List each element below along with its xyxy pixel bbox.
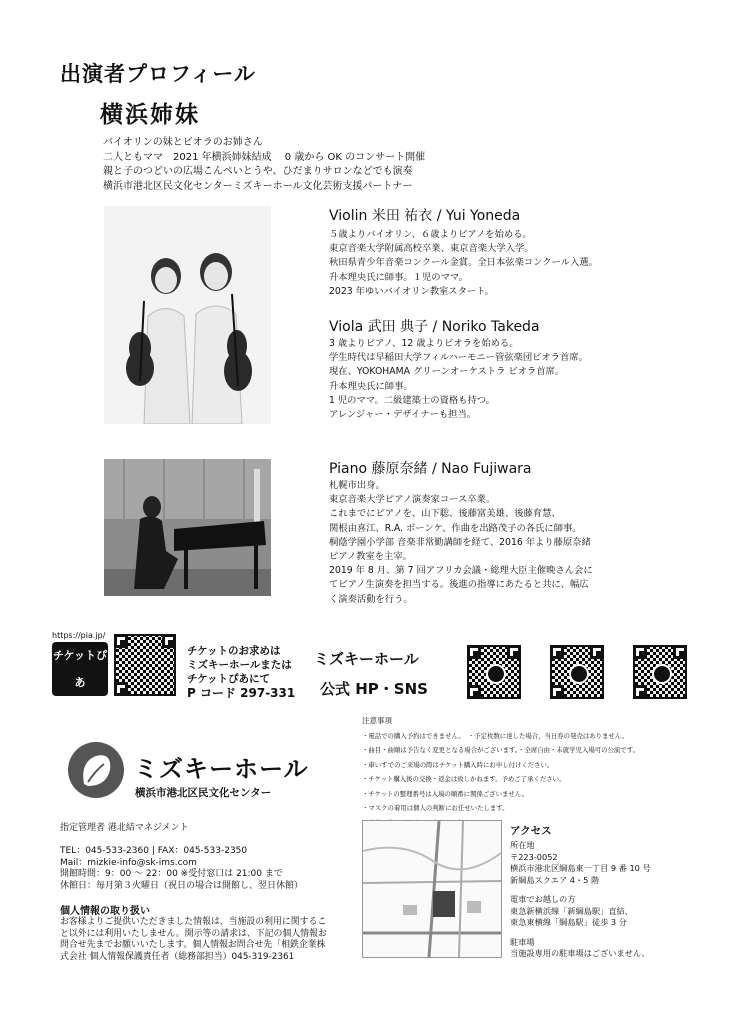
privacy-text [60, 917, 327, 963]
hp-qr-code[interactable] [467, 645, 521, 699]
access-line: 電車でお越しの方 [510, 894, 576, 904]
intro-line: バイオリンの妹とビオラのお姉さん [103, 137, 263, 148]
globe-icon [486, 664, 506, 684]
profile-line: 学生時代は早稲田大学フィルハーモニー管弦楽団ビオラ首席。 [329, 352, 588, 364]
access-line: 横浜市港北区綱島東一丁目 9 番 10 号 [510, 863, 651, 873]
access-spacer [510, 929, 651, 937]
intro-line: 親と子のつどいの広場こんぺいとうや、ひだまりサロンなどでも演奏 [103, 166, 413, 177]
profile-line: 関根由喜江、R.A. ボーンケ、作曲を出路茂子の各氏に師事。 [329, 522, 582, 534]
group-name: 横浜姉妹 [100, 102, 200, 128]
profile-line: 1 児のママ。二級建築士の資格も持つ。 [329, 394, 495, 406]
contact-line: TEL：045-533-2360 | FAX：045-533-2350 [60, 846, 248, 856]
privacy-heading: 個人情報の取り扱い [60, 906, 150, 917]
viola-profile-body [329, 337, 588, 422]
profile-line: 札幌市出身。 [329, 480, 385, 491]
profile-line: 東京音楽大学附属高校卒業、東京音楽大学入学。 [329, 243, 534, 255]
access-line: 新綱島スクエア 4・5 階 [510, 874, 600, 885]
contact-line: 休館日：毎月第３火曜日（祝日の場合は開館し、翌日休館） [60, 880, 304, 891]
access-map [362, 820, 502, 958]
profile-line: アレンジャー・デザイナーも担当。 [329, 409, 477, 421]
leaf-logo-icon [66, 740, 126, 800]
official-sns-label: 公式 HP・SNS [320, 680, 428, 698]
ticket-line: P コード 297-331 [187, 686, 296, 700]
note-item: ・曲目・曲順は予告なく変更となる場合がございます。・全席自由・未就学児入場可の公演です。 [362, 746, 639, 754]
piano-profile-heading: Piano 藤原奈緒 / Nao Fujiwara [329, 461, 532, 477]
ticket-pia-logo-text: チケットぴあ [52, 649, 107, 689]
ticket-line: ミズキーホールまたは [187, 659, 292, 671]
profile-line: 秋田県青少年音楽コンクール金賞。全日本弦楽コンクール入選。 [329, 257, 598, 269]
contact-line: 開館時間：9：00 ～ 22：00 ※受付窓口は 21:00 まで [60, 869, 283, 879]
profile-line: これまでにピアノを、山下聡、後藤富美雄、後藤育慧、 [329, 508, 561, 520]
access-line: 当施設専用の駐車場はございません。 [510, 948, 650, 958]
note-item: ・チケットの整理番号は入場の順番に関係ございません。 [362, 789, 528, 798]
ticket-line: チケットぴあにて [187, 673, 271, 685]
violin-profile-body [329, 228, 598, 299]
pia-url[interactable]: https://pia.jp/ [52, 631, 106, 640]
instagram-qr-code[interactable] [550, 645, 604, 699]
page-title: 出演者プロフィール [60, 62, 256, 86]
piano-profile-body [329, 479, 593, 607]
profile-line: 升本理央氏に師事。１児のママ。 [329, 271, 468, 283]
manager-label: 指定管理者 港北結マネジメント [60, 823, 189, 833]
profile-line: ５歳よりバイオリン、６歳よりピアノを始める。 [329, 229, 532, 240]
sisters-photo [104, 206, 271, 424]
official-label: ミズキーホール [314, 650, 419, 668]
line-app-icon [652, 664, 672, 684]
access-spacer [510, 886, 651, 894]
profile-line: 現在、YOKOHAMA グリーンオーケストラ ビオラ首席。 [329, 366, 565, 378]
privacy-line: 問合せ先までお願いいたします。個人情報お問合せ先「相鉄企業株 [60, 940, 326, 950]
contact-line: Mail：mizkie-info@sk-ims.com [60, 857, 197, 868]
hall-logo-mark [66, 740, 126, 800]
hall-name: ミズキーホール [134, 755, 309, 783]
access-line: 〒223-0052 [510, 851, 558, 862]
access-info [510, 840, 651, 960]
profile-line: てピアノ生演奏を担当する。後進の指導にあたると共に、幅広 [329, 579, 589, 591]
privacy-line: 式会社 個人情報保護責任者（総務部担当）045-319-2361 [60, 951, 295, 962]
access-line: 駐車場 [510, 936, 535, 947]
profile-line: く演奏活動を行う。 [329, 593, 413, 605]
instagram-icon [569, 664, 589, 684]
contact-info [60, 846, 303, 892]
hall-subname: 横浜市港北区民文化センター [135, 787, 272, 799]
ticket-line: チケットのお求めは [187, 645, 281, 657]
access-line: 東急新横浜線「新綱島駅」直結、 [510, 905, 633, 916]
privacy-line: と以外には利用いたしません。開示等の請求は、下記の個人情報お [60, 928, 327, 939]
sisters-illustration [104, 206, 271, 424]
note-item: ・電話での購入予約はできません。 ・予定枚数に達した場合、当日券の発売はありません。 [362, 731, 628, 740]
viola-profile-heading: Viola 武田 典子 / Noriko Takeda [329, 319, 540, 335]
privacy-line: お客様よりご提供いただきました情報は、当施設の利用に関するこ [60, 917, 327, 927]
note-item: ・車いすでのご来場の際はチケット購入時にお申し付けください。 [362, 760, 554, 769]
access-line: 東急東横線「綱島駅」徒歩 3 分 [510, 917, 627, 927]
ticket-info [187, 644, 295, 700]
note-item: ・チケット購入後の交換・返金は致しかねます。予めご了承ください。 [362, 775, 566, 783]
profile-line: ピアノ教室を主宰。 [329, 551, 412, 563]
intro-line: 二人ともママ 2021 年横浜姉妹結成 0 歳から OK のコンサート開催 [103, 151, 426, 163]
profile-line: 2019 年 8 月、第 7 回アフリカ会議・総理大臣主催晩さん会に [329, 565, 593, 577]
access-line: 所在地 [510, 840, 535, 850]
violin-profile-heading: Violin 米田 祐衣 / Yui Yoneda [329, 208, 521, 224]
ticket-pia-logo [52, 642, 108, 696]
profile-line: 3 歳よりピアノ、12 歳よりビオラを始める。 [329, 338, 519, 349]
note-item: ・マスクの着用は個人の判断にお任せいたします。 [362, 804, 509, 812]
pianist-illustration [104, 459, 271, 596]
access-heading: アクセス [510, 825, 552, 837]
profile-line: 2023 年ゆいバイオリン教室スタート。 [329, 285, 494, 297]
profile-line: 桐蔭学園小学部 音楽非常勤講師を経て、2016 年より藤原奈緒 [329, 536, 591, 548]
line-qr-code[interactable] [633, 645, 687, 699]
intro-line: 横浜市港北区民文化センターミズキーホール文化芸術支援パートナー [103, 180, 413, 192]
pia-qr-code[interactable] [114, 634, 176, 696]
notes-heading: 注意事項 [362, 716, 392, 725]
profile-line: 升本理央氏に師事。 [329, 380, 413, 392]
intro-text [103, 136, 425, 194]
profile-line: 東京音楽大学ピアノ演奏家コース卒業。 [329, 494, 496, 506]
map-illustration [363, 821, 501, 957]
notes [362, 714, 639, 830]
pianist-photo [104, 459, 271, 596]
